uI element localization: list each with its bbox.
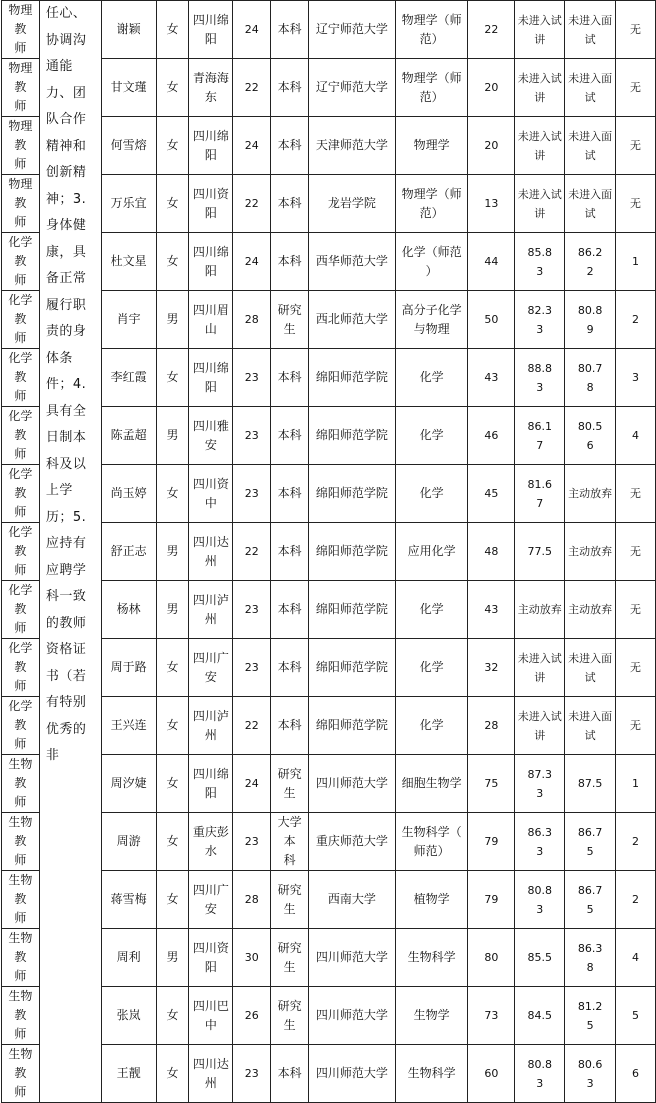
- cell-name: 周利: [101, 929, 156, 987]
- cell-school: 绵阳师范学院: [309, 523, 396, 581]
- cell-rank: 2: [616, 813, 656, 871]
- cell-lecture: 85.5: [515, 929, 565, 987]
- cell-interview: 未进入面 试: [565, 117, 616, 175]
- cell-major: 化学: [395, 581, 468, 639]
- cell-rank: 4: [616, 407, 656, 465]
- cell-age: 24: [233, 233, 271, 291]
- cell-interview: 主动放弃: [565, 581, 616, 639]
- cell-interview: 86.2 2: [565, 233, 616, 291]
- cell-education: 本科: [271, 1, 309, 59]
- cell-position: 生物教 师: [2, 929, 40, 987]
- cell-education: 研究生: [271, 929, 309, 987]
- cell-education: 研究生: [271, 871, 309, 929]
- cell-age: 23: [233, 581, 271, 639]
- cell-position: 生物教 师: [2, 871, 40, 929]
- cell-school: 西华师范大学: [309, 233, 396, 291]
- cell-lecture: 未进入试 讲: [515, 1, 565, 59]
- cell-gender: 女: [156, 871, 189, 929]
- cell-rank: 4: [616, 929, 656, 987]
- cell-school: 辽宁师范大学: [309, 59, 396, 117]
- cell-position: 化学教 师: [2, 349, 40, 407]
- cell-lecture: 未进入试 讲: [515, 639, 565, 697]
- cell-age: 24: [233, 117, 271, 175]
- cell-position: 化学教 师: [2, 639, 40, 697]
- cell-lecture: 未进入试 讲: [515, 117, 565, 175]
- cell-education: 研究生: [271, 291, 309, 349]
- cell-interview: 主动放弃: [565, 465, 616, 523]
- cell-age: 23: [233, 407, 271, 465]
- cell-gender: 女: [156, 59, 189, 117]
- cell-major: 细胞生物学: [395, 755, 468, 813]
- cell-gender: 男: [156, 929, 189, 987]
- cell-education: 本科: [271, 639, 309, 697]
- cell-rank: 无: [616, 523, 656, 581]
- cell-rank: 无: [616, 1, 656, 59]
- cell-age: 22: [233, 175, 271, 233]
- cell-education: 本科: [271, 233, 309, 291]
- cell-interview: 86.7 5: [565, 813, 616, 871]
- cell-education: 本科: [271, 59, 309, 117]
- cell-school: 绵阳师范学院: [309, 697, 396, 755]
- cell-rank: 1: [616, 233, 656, 291]
- cell-origin: 四川广 安: [189, 639, 233, 697]
- cell-name: 王靓: [101, 1045, 156, 1103]
- cell-major: 生物科学（ 师范）: [395, 813, 468, 871]
- cell-seq: 20: [468, 117, 515, 175]
- cell-gender: 女: [156, 813, 189, 871]
- cell-lecture: 86.3 3: [515, 813, 565, 871]
- cell-age: 24: [233, 755, 271, 813]
- cell-age: 23: [233, 813, 271, 871]
- cell-age: 23: [233, 349, 271, 407]
- cell-gender: 女: [156, 1, 189, 59]
- cell-school: 西北师范大学: [309, 291, 396, 349]
- cell-position: 生物教 师: [2, 813, 40, 871]
- cell-seq: 79: [468, 871, 515, 929]
- cell-gender: 女: [156, 233, 189, 291]
- cell-major: 生物学: [395, 987, 468, 1045]
- cell-origin: 四川绵 阳: [189, 233, 233, 291]
- cell-school: 天津师范大学: [309, 117, 396, 175]
- cell-school: 重庆师范大学: [309, 813, 396, 871]
- cell-rank: 无: [616, 117, 656, 175]
- cell-major: 化学: [395, 697, 468, 755]
- cell-origin: 四川绵 阳: [189, 117, 233, 175]
- cell-origin: 四川达 州: [189, 1045, 233, 1103]
- cell-seq: 28: [468, 697, 515, 755]
- cell-education: 本科: [271, 349, 309, 407]
- cell-lecture: 87.3 3: [515, 755, 565, 813]
- cell-name: 周于路: [101, 639, 156, 697]
- cell-position: 物理教 师: [2, 117, 40, 175]
- cell-seq: 79: [468, 813, 515, 871]
- cell-position: 生物教 师: [2, 987, 40, 1045]
- cell-name: 甘文瑾: [101, 59, 156, 117]
- cell-gender: 男: [156, 407, 189, 465]
- cell-name: 周汐婕: [101, 755, 156, 813]
- cell-rank: 3: [616, 349, 656, 407]
- cell-origin: 四川资 中: [189, 465, 233, 523]
- cell-interview: 未进入面 试: [565, 175, 616, 233]
- cell-education: 本科: [271, 117, 309, 175]
- cell-position: 化学教 师: [2, 233, 40, 291]
- cell-origin: 四川广 安: [189, 871, 233, 929]
- cell-name: 周游: [101, 813, 156, 871]
- cell-name: 尚玉婷: [101, 465, 156, 523]
- cell-position: 化学教 师: [2, 465, 40, 523]
- cell-lecture: 85.8 3: [515, 233, 565, 291]
- cell-major: 化学: [395, 639, 468, 697]
- table-row: [2, 1, 656, 59]
- cell-age: 24: [233, 1, 271, 59]
- cell-age: 22: [233, 59, 271, 117]
- cell-rank: 1: [616, 755, 656, 813]
- cell-name: 蒋雪梅: [101, 871, 156, 929]
- cell-school: 绵阳师范学院: [309, 639, 396, 697]
- cell-education: 大学本 科: [271, 813, 309, 871]
- cell-rank: 无: [616, 59, 656, 117]
- cell-gender: 男: [156, 581, 189, 639]
- cell-gender: 女: [156, 117, 189, 175]
- cell-major: 化学: [395, 349, 468, 407]
- cell-school: 绵阳师范学院: [309, 349, 396, 407]
- cell-seq: 50: [468, 291, 515, 349]
- cell-seq: 22: [468, 1, 515, 59]
- cell-education: 研究生: [271, 755, 309, 813]
- cell-origin: 四川绵 阳: [189, 349, 233, 407]
- cell-origin: 重庆彭 水: [189, 813, 233, 871]
- cell-lecture: 80.8 3: [515, 1045, 565, 1103]
- cell-lecture: 80.8 3: [515, 871, 565, 929]
- cell-seq: 60: [468, 1045, 515, 1103]
- cell-age: 23: [233, 465, 271, 523]
- cell-position: 化学教 师: [2, 523, 40, 581]
- cell-major: 应用化学: [395, 523, 468, 581]
- requirements-cell: 任心、协调沟通能力、团队合作精神和创新精神；3.身体健康，具备正常履行职责的身体条件；4.具有全日制本科及以上学历；5.应持有应聘学科一致的教师资格证书（若有特别优秀的非: [39, 1, 101, 1103]
- cell-gender: 男: [156, 291, 189, 349]
- cell-age: 23: [233, 639, 271, 697]
- cell-name: 李红霞: [101, 349, 156, 407]
- cell-gender: 女: [156, 175, 189, 233]
- cell-education: 本科: [271, 697, 309, 755]
- cell-origin: 四川资 阳: [189, 929, 233, 987]
- cell-gender: 女: [156, 1045, 189, 1103]
- cell-origin: 四川达 州: [189, 523, 233, 581]
- cell-lecture: 82.3 3: [515, 291, 565, 349]
- cell-major: 物理学（师 范）: [395, 59, 468, 117]
- cell-position: 物理教 师: [2, 175, 40, 233]
- cell-position: 化学教 师: [2, 581, 40, 639]
- cell-major: 高分子化学 与物理: [395, 291, 468, 349]
- cell-interview: 未进入面 试: [565, 697, 616, 755]
- cell-origin: 四川绵 阳: [189, 1, 233, 59]
- cell-gender: 女: [156, 755, 189, 813]
- cell-age: 28: [233, 871, 271, 929]
- cell-gender: 女: [156, 697, 189, 755]
- cell-interview: 80.7 8: [565, 349, 616, 407]
- cell-school: 辽宁师范大学: [309, 1, 396, 59]
- cell-school: 绵阳师范学院: [309, 407, 396, 465]
- cell-rank: 无: [616, 697, 656, 755]
- cell-seq: 44: [468, 233, 515, 291]
- cell-major: 化学: [395, 407, 468, 465]
- cell-origin: 四川巴 中: [189, 987, 233, 1045]
- cell-name: 杨林: [101, 581, 156, 639]
- cell-origin: 四川绵 阳: [189, 755, 233, 813]
- cell-lecture: 84.5: [515, 987, 565, 1045]
- cell-age: 23: [233, 1045, 271, 1103]
- cell-seq: 32: [468, 639, 515, 697]
- cell-gender: 女: [156, 465, 189, 523]
- cell-rank: 无: [616, 175, 656, 233]
- cell-age: 22: [233, 697, 271, 755]
- cell-interview: 主动放弃: [565, 523, 616, 581]
- cell-school: 四川师范大学: [309, 1045, 396, 1103]
- cell-major: 物理学: [395, 117, 468, 175]
- cell-lecture: 主动放弃: [515, 581, 565, 639]
- cell-education: 本科: [271, 523, 309, 581]
- cell-seq: 80: [468, 929, 515, 987]
- cell-major: 生物科学: [395, 929, 468, 987]
- cell-interview: 80.6 3: [565, 1045, 616, 1103]
- cell-major: 化学: [395, 465, 468, 523]
- cell-name: 万乐宜: [101, 175, 156, 233]
- cell-name: 谢颖: [101, 1, 156, 59]
- cell-gender: 男: [156, 523, 189, 581]
- cell-school: 西南大学: [309, 871, 396, 929]
- cell-rank: 无: [616, 639, 656, 697]
- cell-interview: 80.5 6: [565, 407, 616, 465]
- cell-origin: 四川泸 州: [189, 697, 233, 755]
- cell-education: 研究生: [271, 987, 309, 1045]
- cell-origin: 四川眉 山: [189, 291, 233, 349]
- cell-origin: 青海海 东: [189, 59, 233, 117]
- cell-position: 化学教 师: [2, 697, 40, 755]
- cell-name: 何雪熔: [101, 117, 156, 175]
- cell-age: 22: [233, 523, 271, 581]
- cell-seq: 45: [468, 465, 515, 523]
- cell-lecture: 未进入试 讲: [515, 697, 565, 755]
- cell-name: 张岚: [101, 987, 156, 1045]
- cell-seq: 20: [468, 59, 515, 117]
- cell-position: 生物教 师: [2, 755, 40, 813]
- cell-position: 物理教 师: [2, 1, 40, 59]
- cell-rank: 6: [616, 1045, 656, 1103]
- cell-rank: 5: [616, 987, 656, 1045]
- cell-school: 四川师范大学: [309, 929, 396, 987]
- cell-age: 30: [233, 929, 271, 987]
- cell-lecture: 未进入试 讲: [515, 175, 565, 233]
- cell-lecture: 86.1 7: [515, 407, 565, 465]
- cell-origin: 四川泸 州: [189, 581, 233, 639]
- table-body: [2, 1, 656, 1103]
- cell-seq: 43: [468, 581, 515, 639]
- cell-major: 物理学（师 范）: [395, 175, 468, 233]
- cell-gender: 女: [156, 639, 189, 697]
- cell-school: 绵阳师范学院: [309, 465, 396, 523]
- cell-gender: 女: [156, 349, 189, 407]
- cell-position: 物理教 师: [2, 59, 40, 117]
- cell-rank: 无: [616, 581, 656, 639]
- cell-major: 物理学（师 范）: [395, 1, 468, 59]
- cell-interview: 未进入面 试: [565, 1, 616, 59]
- cell-origin: 四川资 阳: [189, 175, 233, 233]
- cell-seq: 75: [468, 755, 515, 813]
- cell-rank: 无: [616, 465, 656, 523]
- cell-school: 龙岩学院: [309, 175, 396, 233]
- cell-school: 四川师范大学: [309, 987, 396, 1045]
- cell-interview: 81.2 5: [565, 987, 616, 1045]
- cell-lecture: 未进入试 讲: [515, 59, 565, 117]
- candidate-table: [1, 0, 656, 1103]
- cell-seq: 46: [468, 407, 515, 465]
- cell-age: 26: [233, 987, 271, 1045]
- cell-name: 舒正志: [101, 523, 156, 581]
- cell-interview: 87.5: [565, 755, 616, 813]
- cell-interview: 86.7 5: [565, 871, 616, 929]
- cell-origin: 四川雅 安: [189, 407, 233, 465]
- cell-education: 本科: [271, 1045, 309, 1103]
- cell-education: 本科: [271, 407, 309, 465]
- cell-position: 化学教 师: [2, 291, 40, 349]
- cell-seq: 73: [468, 987, 515, 1045]
- cell-rank: 2: [616, 871, 656, 929]
- cell-position: 化学教 师: [2, 407, 40, 465]
- cell-education: 本科: [271, 175, 309, 233]
- cell-seq: 13: [468, 175, 515, 233]
- cell-interview: 未进入面 试: [565, 59, 616, 117]
- cell-lecture: 77.5: [515, 523, 565, 581]
- cell-school: 四川师范大学: [309, 755, 396, 813]
- cell-seq: 43: [468, 349, 515, 407]
- cell-major: 生物科学: [395, 1045, 468, 1103]
- cell-major: 植物学: [395, 871, 468, 929]
- cell-rank: 2: [616, 291, 656, 349]
- cell-education: 本科: [271, 465, 309, 523]
- cell-name: 杜文星: [101, 233, 156, 291]
- cell-gender: 女: [156, 987, 189, 1045]
- cell-major: 化学（师范 ）: [395, 233, 468, 291]
- cell-interview: 86.3 8: [565, 929, 616, 987]
- cell-interview: 未进入面 试: [565, 639, 616, 697]
- cell-education: 本科: [271, 581, 309, 639]
- cell-name: 王兴连: [101, 697, 156, 755]
- cell-position: 生物教 师: [2, 1045, 40, 1103]
- cell-name: 肖宇: [101, 291, 156, 349]
- cell-school: 绵阳师范学院: [309, 581, 396, 639]
- cell-seq: 48: [468, 523, 515, 581]
- cell-lecture: 88.8 3: [515, 349, 565, 407]
- cell-lecture: 81.6 7: [515, 465, 565, 523]
- cell-name: 陈孟超: [101, 407, 156, 465]
- cell-age: 28: [233, 291, 271, 349]
- cell-interview: 80.8 9: [565, 291, 616, 349]
